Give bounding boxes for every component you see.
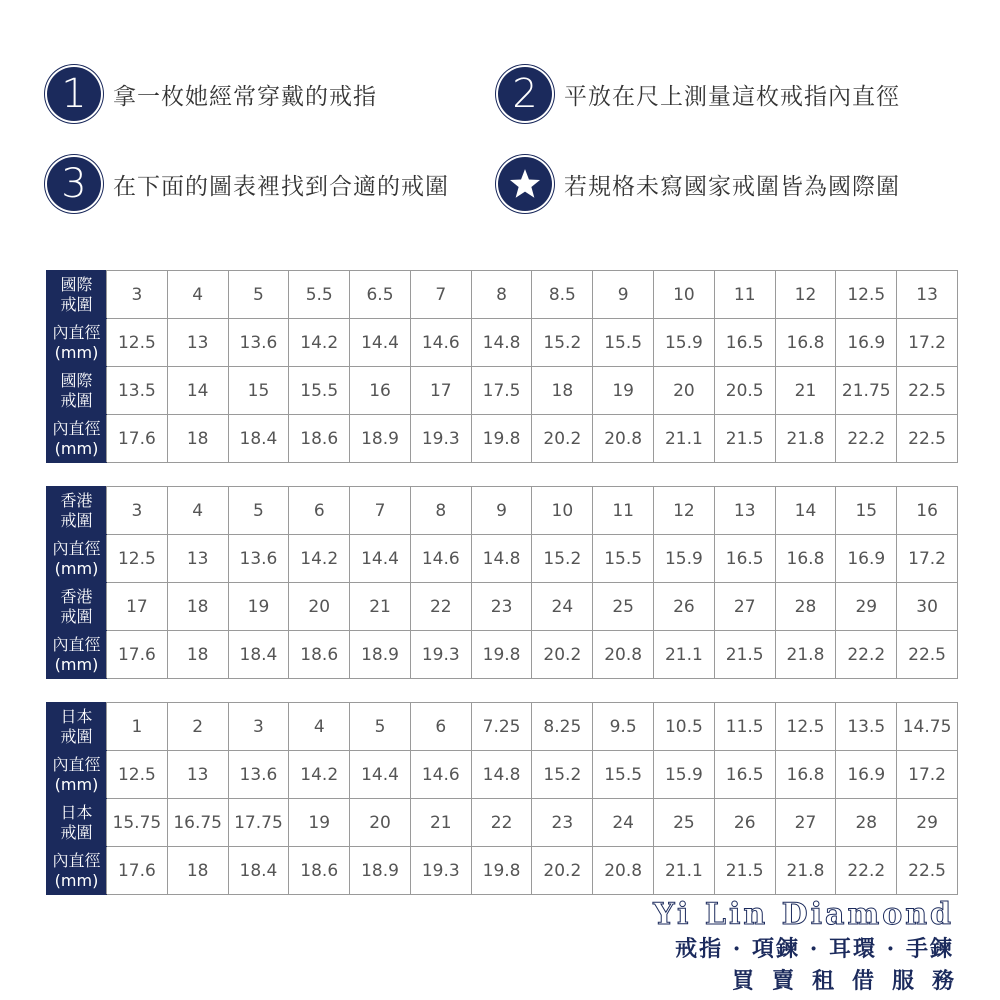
table-cell: 18 (167, 847, 228, 895)
brand-tagline: 買賣租借服務 (731, 968, 972, 994)
row-header (47, 751, 107, 799)
table-cell: 22.2 (836, 631, 897, 679)
row-header-line1: 香港 (60, 586, 93, 606)
table-cell: 18.9 (350, 415, 411, 463)
table-cell: 21.8 (775, 847, 836, 895)
row-header (47, 847, 107, 895)
table-cell: 16 (350, 367, 411, 415)
table-row (47, 583, 958, 631)
table-cell: 15.5 (593, 319, 654, 367)
table-cell: 7.25 (471, 703, 532, 751)
table-cell: 11.5 (714, 703, 775, 751)
table-cell: 7 (410, 271, 471, 319)
table-cell: 17 (107, 583, 168, 631)
step-number-badge: 2 (498, 67, 552, 121)
step-3 (47, 157, 449, 211)
table-cell: 12.5 (107, 751, 168, 799)
table-cell: 19.3 (410, 415, 471, 463)
table-cell: 20 (350, 799, 411, 847)
table-cell: 16.8 (775, 535, 836, 583)
table-cell: 3 (107, 271, 168, 319)
table-cell: 14.4 (350, 319, 411, 367)
table-cell: 15 (228, 367, 289, 415)
japan-size-table (46, 702, 958, 895)
table-cell: 9 (471, 487, 532, 535)
table-cell: 13.6 (228, 535, 289, 583)
table-cell: 15.5 (289, 367, 350, 415)
table-cell: 13 (897, 271, 958, 319)
table-cell: 14.6 (410, 535, 471, 583)
row-header-line2: (mm) (54, 558, 99, 578)
row-header (47, 535, 107, 583)
table-cell: 25 (593, 583, 654, 631)
table-cell: 2 (167, 703, 228, 751)
table-cell: 10.5 (654, 703, 715, 751)
brand-name: Yi Lin Diamond (653, 897, 954, 932)
table-cell: 30 (897, 583, 958, 631)
table-row (47, 367, 958, 415)
table-cell: 14.4 (350, 535, 411, 583)
table-cell: 20.8 (593, 415, 654, 463)
table-cell: 18.4 (228, 415, 289, 463)
row-header-line1: 日本 (60, 706, 93, 726)
table-cell: 22.5 (897, 367, 958, 415)
table-cell: 29 (836, 583, 897, 631)
row-header (47, 703, 107, 751)
table-cell: 19.8 (471, 631, 532, 679)
table-cell: 19.8 (471, 415, 532, 463)
table-row (47, 271, 958, 319)
row-header-line1: 內直徑 (52, 754, 101, 774)
table-cell: 25 (654, 799, 715, 847)
table-cell: 22.5 (897, 415, 958, 463)
table-cell: 24 (532, 583, 593, 631)
table-cell: 18 (532, 367, 593, 415)
row-header (47, 415, 107, 463)
row-header-line2: (mm) (54, 438, 99, 458)
table-row (47, 703, 958, 751)
row-header-line1: 內直徑 (52, 850, 101, 870)
table-cell: 19 (289, 799, 350, 847)
step-text: 若規格未寫國家戒圍皆為國際圍 (564, 173, 900, 200)
table-row (47, 799, 958, 847)
table-cell: 13.5 (107, 367, 168, 415)
step-note (498, 157, 900, 211)
table-cell: 20.2 (532, 847, 593, 895)
table-cell: 19.3 (410, 847, 471, 895)
table-cell: 8 (410, 487, 471, 535)
table-cell: 16.75 (167, 799, 228, 847)
table-cell: 21.8 (775, 631, 836, 679)
table-cell: 15.9 (654, 319, 715, 367)
table-row (47, 847, 958, 895)
step-number-badge: 3 (47, 157, 101, 211)
table-cell: 4 (289, 703, 350, 751)
table-cell: 12.5 (107, 319, 168, 367)
row-header-line2: 戒圍 (60, 390, 93, 410)
table-cell: 18 (167, 583, 228, 631)
table-cell: 26 (714, 799, 775, 847)
row-header-line2: (mm) (54, 342, 99, 362)
table-cell: 5 (350, 703, 411, 751)
table-cell: 15.2 (532, 751, 593, 799)
table-cell: 8 (471, 271, 532, 319)
table-cell: 14 (167, 367, 228, 415)
table-cell: 17 (410, 367, 471, 415)
table-cell: 4 (167, 487, 228, 535)
table-cell: 17.75 (228, 799, 289, 847)
international-size-table (46, 270, 958, 463)
table-cell: 19 (593, 367, 654, 415)
table-cell: 21 (350, 583, 411, 631)
table-cell: 14.4 (350, 751, 411, 799)
table-cell: 16 (897, 487, 958, 535)
table-cell: 16.9 (836, 751, 897, 799)
table-cell: 12.5 (836, 271, 897, 319)
table-cell: 12.5 (107, 535, 168, 583)
step-text: 在下面的圖表裡找到合適的戒圍 (113, 173, 449, 200)
table-row (47, 631, 958, 679)
table-cell: 27 (714, 583, 775, 631)
table-cell: 21.5 (714, 847, 775, 895)
row-header (47, 487, 107, 535)
table-cell: 18.9 (350, 631, 411, 679)
table-cell: 1 (107, 703, 168, 751)
table-cell: 23 (471, 583, 532, 631)
table-cell: 28 (775, 583, 836, 631)
table-cell: 14.2 (289, 319, 350, 367)
table-cell: 18.9 (350, 847, 411, 895)
table-cell: 24 (593, 799, 654, 847)
table-cell: 19 (228, 583, 289, 631)
table-cell: 21 (775, 367, 836, 415)
table-cell: 6.5 (350, 271, 411, 319)
table-cell: 21.5 (714, 415, 775, 463)
step-text: 拿一枚她經常穿戴的戒指 (113, 83, 377, 110)
table-cell: 5 (228, 487, 289, 535)
row-header (47, 271, 107, 319)
table-cell: 17.6 (107, 631, 168, 679)
table-cell: 18.4 (228, 631, 289, 679)
row-header-line2: 戒圍 (60, 606, 93, 626)
row-header-line1: 香港 (60, 490, 93, 510)
table-cell: 15.75 (107, 799, 168, 847)
table-cell: 14.2 (289, 751, 350, 799)
table-cell: 21.75 (836, 367, 897, 415)
row-header-line2: 戒圍 (60, 822, 93, 842)
table-cell: 29 (897, 799, 958, 847)
table-cell: 20 (289, 583, 350, 631)
row-header (47, 799, 107, 847)
table-cell: 17.6 (107, 847, 168, 895)
table-cell: 22 (410, 583, 471, 631)
table-cell: 15 (836, 487, 897, 535)
row-header-line2: 戒圍 (60, 726, 93, 746)
table-cell: 14.6 (410, 319, 471, 367)
table-cell: 27 (775, 799, 836, 847)
table-cell: 14.6 (410, 751, 471, 799)
table-cell: 20 (654, 367, 715, 415)
table-cell: 15.2 (532, 535, 593, 583)
hongkong-size-table (46, 486, 958, 679)
table-row (47, 751, 958, 799)
table-row (47, 415, 958, 463)
table-cell: 13.5 (836, 703, 897, 751)
table-cell: 14.8 (471, 535, 532, 583)
table-cell: 15.2 (532, 319, 593, 367)
table-cell: 22.5 (897, 847, 958, 895)
table-cell: 18.6 (289, 847, 350, 895)
row-header-line1: 內直徑 (52, 538, 101, 558)
table-cell: 13 (714, 487, 775, 535)
step-2 (498, 67, 900, 121)
table-cell: 8.5 (532, 271, 593, 319)
step-number-badge: 1 (47, 67, 101, 121)
table-cell: 20.2 (532, 631, 593, 679)
table-cell: 21.1 (654, 847, 715, 895)
table-cell: 16.5 (714, 535, 775, 583)
table-row (47, 535, 958, 583)
table-cell: 21.8 (775, 415, 836, 463)
table-cell: 13 (167, 319, 228, 367)
table-cell: 14.8 (471, 319, 532, 367)
table-cell: 22.5 (897, 631, 958, 679)
table-cell: 21 (410, 799, 471, 847)
step-text: 平放在尺上測量這枚戒指內直徑 (564, 83, 900, 110)
table-cell: 22.2 (836, 847, 897, 895)
table-cell: 13 (167, 751, 228, 799)
row-header-line1: 內直徑 (52, 418, 101, 438)
table-cell: 13.6 (228, 319, 289, 367)
table-cell: 13 (167, 535, 228, 583)
table-cell: 9 (593, 271, 654, 319)
table-cell: 17.2 (897, 535, 958, 583)
table-cell: 16.8 (775, 751, 836, 799)
table-cell: 21.1 (654, 415, 715, 463)
table-cell: 16.5 (714, 319, 775, 367)
table-cell: 10 (654, 271, 715, 319)
table-cell: 13.6 (228, 751, 289, 799)
table-cell: 16.5 (714, 751, 775, 799)
table-cell: 26 (654, 583, 715, 631)
row-header-line1: 日本 (60, 802, 93, 822)
table-cell: 21.1 (654, 631, 715, 679)
table-cell: 5 (228, 271, 289, 319)
table-cell: 15.9 (654, 535, 715, 583)
star-icon (498, 157, 552, 211)
table-cell: 14 (775, 487, 836, 535)
row-header-line2: (mm) (54, 870, 99, 890)
table-cell: 20.5 (714, 367, 775, 415)
table-cell: 17.2 (897, 751, 958, 799)
table-cell: 15.9 (654, 751, 715, 799)
table-cell: 17.5 (471, 367, 532, 415)
row-header-line2: 戒圍 (60, 510, 93, 530)
row-header (47, 319, 107, 367)
table-cell: 16.8 (775, 319, 836, 367)
table-cell: 18 (167, 415, 228, 463)
table-cell: 12.5 (775, 703, 836, 751)
row-header-line1: 內直徑 (52, 322, 101, 342)
row-header (47, 583, 107, 631)
table-cell: 18 (167, 631, 228, 679)
table-cell: 7 (350, 487, 411, 535)
row-header-line2: (mm) (54, 654, 99, 674)
table-row (47, 487, 958, 535)
table-cell: 18.6 (289, 415, 350, 463)
table-cell: 6 (410, 703, 471, 751)
table-cell: 15.5 (593, 751, 654, 799)
table-cell: 16.9 (836, 319, 897, 367)
table-cell: 3 (228, 703, 289, 751)
step-1 (47, 67, 377, 121)
table-cell: 11 (714, 271, 775, 319)
table-cell: 14.75 (897, 703, 958, 751)
table-cell: 17.2 (897, 319, 958, 367)
table-cell: 28 (836, 799, 897, 847)
table-cell: 21.5 (714, 631, 775, 679)
table-cell: 20.2 (532, 415, 593, 463)
row-header-line2: 戒圍 (60, 294, 93, 314)
table-cell: 22.2 (836, 415, 897, 463)
row-header (47, 367, 107, 415)
table-cell: 5.5 (289, 271, 350, 319)
table-cell: 19.8 (471, 847, 532, 895)
table-cell: 18.6 (289, 631, 350, 679)
table-cell: 20.8 (593, 847, 654, 895)
table-cell: 23 (532, 799, 593, 847)
table-cell: 6 (289, 487, 350, 535)
row-header (47, 631, 107, 679)
table-cell: 18.4 (228, 847, 289, 895)
table-cell: 14.8 (471, 751, 532, 799)
table-cell: 20.8 (593, 631, 654, 679)
table-cell: 19.3 (410, 631, 471, 679)
table-cell: 12 (654, 487, 715, 535)
row-header-line1: 內直徑 (52, 634, 101, 654)
star-icon-shape (508, 167, 542, 201)
row-header-line1: 國際 (60, 274, 93, 294)
table-cell: 22 (471, 799, 532, 847)
table-cell: 4 (167, 271, 228, 319)
table-cell: 10 (532, 487, 593, 535)
table-row (47, 319, 958, 367)
table-cell: 11 (593, 487, 654, 535)
table-cell: 3 (107, 487, 168, 535)
table-cell: 16.9 (836, 535, 897, 583)
table-cell: 17.6 (107, 415, 168, 463)
brand-services: 戒指 · 項鍊 · 耳環 · 手鍊 (675, 936, 954, 962)
table-cell: 12 (775, 271, 836, 319)
table-cell: 8.25 (532, 703, 593, 751)
row-header-line2: (mm) (54, 774, 99, 794)
row-header-line1: 國際 (60, 370, 93, 390)
table-cell: 9.5 (593, 703, 654, 751)
table-cell: 14.2 (289, 535, 350, 583)
table-cell: 15.5 (593, 535, 654, 583)
